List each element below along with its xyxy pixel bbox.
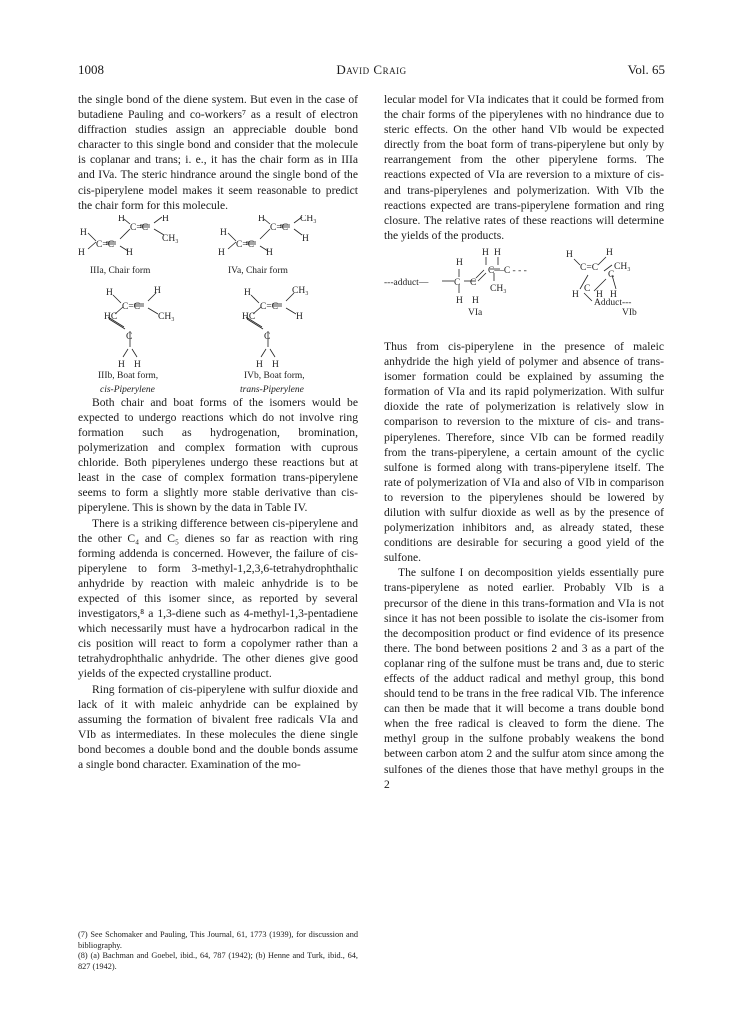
right-paragraph-1: lecular model for VIa indicates that it could be formed from the chair forms of the piperylenes with no hindrance due to steric effects. On the other hand VIb would be expected directly from the boat form of trans-piperylene but only by rearrangement from the other piperylene forms. The reactions expected of VIa are reversion to a mixture of cis- and trans-piperylenes and polymerization. With VIb the reactions expected are trans-piperylene formation and ring closure. The relative rates of these reactions will determine the yields of the products. — [384, 93, 664, 242]
label-via: VIa — [468, 307, 483, 318]
right-paragraph-3: The sulfone I on decomposition yields essentially pure trans-piperylene as noted earlier. Probably VIb is a precursor of the diene in this trans-formation and VIa is not since it has not been possible to isolate the cis-isomer from the decomposition product or find evidence of its presence there. The bond between positions 2 and 3 as a part of the coplanar ring of the sulfone must be trans and, due to steric effects of the adduct radical and methyl group, this bond should tend to be trans in the free radical VIb. The inference can then be made that it will become a trans double bond when the free radical is cleaved to form the diene. The methyl group in the sulfone probably weakens the bond between carbon atom 2 and the sulfur atom since among the sulfones of the dienes those that have methyl groups in the 2 — [384, 566, 664, 791]
left-column — [78, 92, 358, 772]
svg-text:CH₃: CH₃ — [162, 233, 179, 244]
svg-text:C=C: C=C — [130, 222, 149, 233]
svg-text:H: H — [220, 227, 227, 238]
svg-text:H: H — [610, 289, 617, 300]
svg-text:H: H — [482, 247, 489, 258]
svg-text:H: H — [162, 214, 169, 224]
right-column — [384, 92, 664, 792]
svg-text:H: H — [106, 287, 113, 298]
svg-text:HC: HC — [104, 311, 118, 322]
svg-text:H: H — [80, 227, 87, 238]
structures-iii-iv-diagram — [78, 215, 358, 385]
svg-text:H: H — [258, 214, 265, 224]
svg-text:C: C — [470, 277, 477, 288]
svg-text:C=C: C=C — [236, 239, 255, 250]
left-paragraph-4: Ring formation of cis-piperylene with sulfur dioxide and lack of it with maleic anhydride can be explained by assuming the formation of bivalent free radicals VIa and VIb as intermediates. In these molecules the diene single bond becomes a double bond and the double bonds assume a single bond character. Examination of the mo- — [78, 682, 358, 771]
footnote-7: (7) See Schomaker and Pauling, This Journal, 61, 1773 (1939), for discussion and bibliography. — [78, 930, 358, 950]
svg-text:CH₃: CH₃ — [490, 283, 507, 294]
svg-text:H: H — [456, 295, 463, 306]
svg-text:C: C — [584, 283, 591, 294]
right-paragraph-2: Thus from cis-piperylene in the presence of maleic anhydride the high yield of polymer and absence of trans-isomer formation could be explained by assuming the formation of VIa and its rapid polymerization. With sulfur dioxide the rate of polymerization is relatively slow in comparison to reversion to the mixture of cis- and trans-piperylenes. Therefore, since VIb can be formed readily from the trans-piperylene, a certain amount of the cyclic sulfone is formed along with trans-piperylene itself. The rate of polymerization of VIa and also of VIb in comparison to reversion to the piperylenes should be lowered by dilution with sulfur dioxide as well as by the presence of polymerization inhibitors and, as already stated, these conditions are desirable for securing a good yield of the sulfone. — [384, 339, 664, 565]
svg-text:H: H — [606, 247, 613, 258]
svg-text:H: H — [456, 257, 463, 268]
page-header — [78, 62, 665, 80]
svg-text:H: H — [272, 359, 279, 370]
page-number: 1008 — [78, 62, 104, 77]
svg-text:H: H — [154, 285, 161, 296]
svg-text:C=C: C=C — [96, 239, 115, 250]
footnote-8: (8) (a) Bachman and Goebel, ibid., 64, 787 (1942); (b) Henne and Turk, ibid., 64, 827 (1942). — [78, 951, 358, 971]
svg-text:H: H — [256, 359, 263, 370]
label-iva: IVa, Chair form — [228, 265, 288, 276]
svg-text:CH₃: CH₃ — [292, 285, 309, 296]
svg-text:H: H — [296, 311, 303, 322]
svg-text:CH₃: CH₃ — [614, 261, 631, 272]
svg-text:H: H — [494, 247, 501, 258]
svg-text:H: H — [302, 233, 309, 244]
svg-text:H: H — [118, 359, 125, 370]
svg-text:C=C: C=C — [270, 222, 289, 233]
svg-text:CH₃: CH₃ — [300, 214, 317, 224]
svg-text:H: H — [218, 247, 225, 258]
svg-text:H: H — [126, 247, 133, 258]
svg-text:C: C — [264, 331, 271, 342]
structures-vi-diagram — [384, 245, 664, 335]
svg-text:H: H — [472, 295, 479, 306]
svg-text:C=C: C=C — [122, 301, 141, 312]
svg-text:H: H — [266, 247, 273, 258]
left-paragraph-2: Both chair and boat forms of the isomers would be expected to undergo reactions which do not involve ring formation such as hydrogenation, bromination, polymerization and complex formation with cuprous chloride. Both piperylenes undergo these reactions but at least in the case of complex formation trans-piperylene seems to form a slightly more stable derivative than cis-piperylene. This is shown by the data in Table IV. — [78, 395, 358, 515]
svg-text:H: H — [572, 289, 579, 300]
svg-text:HC: HC — [242, 311, 256, 322]
svg-text:H: H — [78, 247, 85, 258]
svg-text:C: C — [454, 277, 461, 288]
svg-text:H: H — [596, 289, 603, 300]
label-vib: VIb — [622, 307, 637, 318]
adduct-right-label: Adduct--- — [594, 297, 632, 308]
structure-atoms — [78, 215, 317, 370]
svg-text:C=C: C=C — [260, 301, 279, 312]
label-iiib-line2: cis-Piperylene — [100, 384, 155, 395]
volume-label: Vol. 65 — [627, 62, 665, 77]
svg-text:CH₃: CH₃ — [158, 311, 175, 322]
running-author: David Craig — [336, 62, 407, 77]
svg-text:H: H — [118, 214, 125, 224]
label-iiib-line1: IIIb, Boat form, — [98, 370, 159, 381]
adduct-left-label: ---adduct— — [384, 277, 429, 288]
svg-text:C—C - - -: C—C - - - — [488, 265, 527, 276]
left-paragraph-3: There is a striking difference between cis-piperylene and the other C₄ and C₅ dienes so far as reaction with ring forming addenda is concerned. However, the failure of cis-piperylene to form 3-methyl-1,2,3,6-tetrahydrophthalic anhydride by reaction with maleic anhydride is to be expected of this isomer since, as reported by several investigators,⁸ a 1,3-diene such as 4-methyl-1,3-pentadiene which necessarily must have a hydrocarbon radical in the cis position will react to form a copolymer rather than a tetrahydrophthalic anhydride. The other dienes give good yields of the expected crystalline product. — [78, 516, 358, 681]
footnotes — [78, 930, 358, 972]
svg-text:C: C — [608, 269, 615, 280]
svg-text:H: H — [566, 249, 573, 260]
label-ivb-line1: IVb, Boat form, — [244, 370, 305, 381]
left-paragraph-1: the single bond of the diene system. But even in the case of butadiene Pauling and co-workers⁷ as a result of electron diffraction studies assign an appreciable double bond character to this single bond and consider that the molecule is coplanar and trans; i. e., it has the chair form as in IIIa and IVa. The steric hindrance around the single bond of the cis-piperylene model makes it seem reasonable to predict the chair form for this molecule. — [78, 93, 358, 212]
label-ivb-line2: trans-Piperylene — [240, 384, 304, 395]
label-iiia: IIIa, Chair form — [90, 265, 151, 276]
svg-text:C=C: C=C — [580, 262, 599, 273]
svg-text:H: H — [244, 287, 251, 298]
svg-text:H: H — [134, 359, 141, 370]
svg-text:C: C — [126, 331, 133, 342]
